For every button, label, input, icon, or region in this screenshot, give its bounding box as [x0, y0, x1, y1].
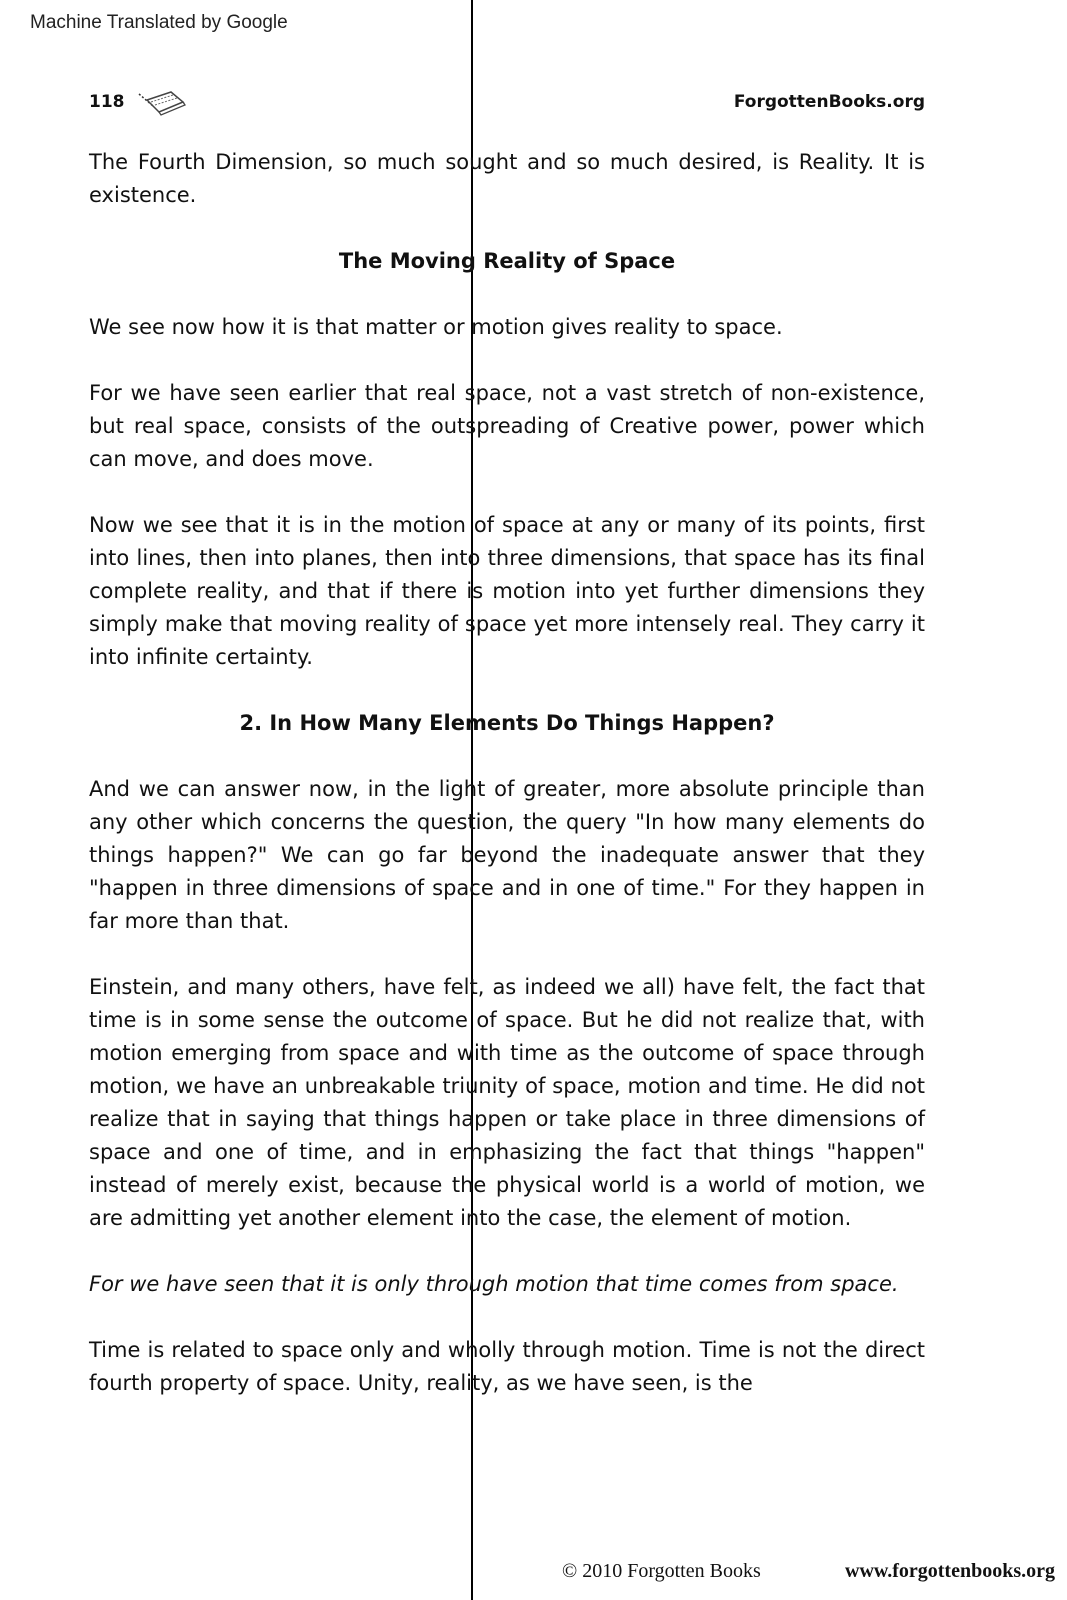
page-header [89, 88, 925, 118]
paragraph: And we can answer now, in the light of greater, more absolute principle than any other which concerns the question, the query "In how many elements do things happen?" We can go far beyond the inadequate answer that they "happen in three dimensions of space and in one of time." For they happen in far more than that. [89, 777, 925, 933]
section-heading: 2. In How Many Elements Do Things Happen? [239, 711, 775, 735]
site-name: ForgottenBooks.org [733, 92, 925, 112]
paragraph: Einstein, and many others, have felt, as indeed we all) have felt, the fact that time is in some sense the outcome of space. But he did not realize that, with motion emerging from space and with time as the outcome of space through motion, we have an unbreakable triunity of space, motion and time. He did not realize that in saying that things happen or take place in three dimensions of space and one of time, and in emphasizing the fact that things "happen" instead of merely exist, because the physical world is a world of motion, we are admitting yet another element into the case, the element of motion. [89, 975, 925, 1230]
paragraph: Time is related to space only and wholly through motion. Time is not the direct fourth property of space. Unity, reality, as we have seen, is the [89, 1338, 925, 1395]
paragraph: Now we see that it is in the motion of space at any or many of its points, first into lines, then into planes, then into three dimensions, that space has its final complete reality, and that if there is motion into yet further dimensions they simply make that moving reality of space yet more intensely real. They carry it into infinite certainty. [89, 513, 925, 669]
page-body [89, 146, 925, 1433]
book-icon [137, 88, 189, 116]
page-footer [0, 1560, 1067, 1590]
machine-translation-banner: Machine Translated by Google [30, 12, 288, 33]
paragraph: For we have seen earlier that real space, not a vast stretch of non-existence, but real space, consists of the outspreading of Creative power, power which can move, and does move. [89, 381, 925, 471]
paragraph: We see now how it is that matter or motion gives reality to space. [89, 315, 783, 339]
page-number: 118 [89, 92, 125, 112]
italic-paragraph: For we have seen that it is only through motion that time comes from space. [89, 1272, 899, 1296]
section-heading: The Moving Reality of Space [338, 249, 676, 273]
paragraph: The Fourth Dimension, so much sought and so much desired, is Reality. It is existence. [89, 150, 925, 207]
footer-url: www.forgottenbooks.org [845, 1560, 1055, 1582]
copyright-notice: © 2010 Forgotten Books [562, 1560, 761, 1582]
